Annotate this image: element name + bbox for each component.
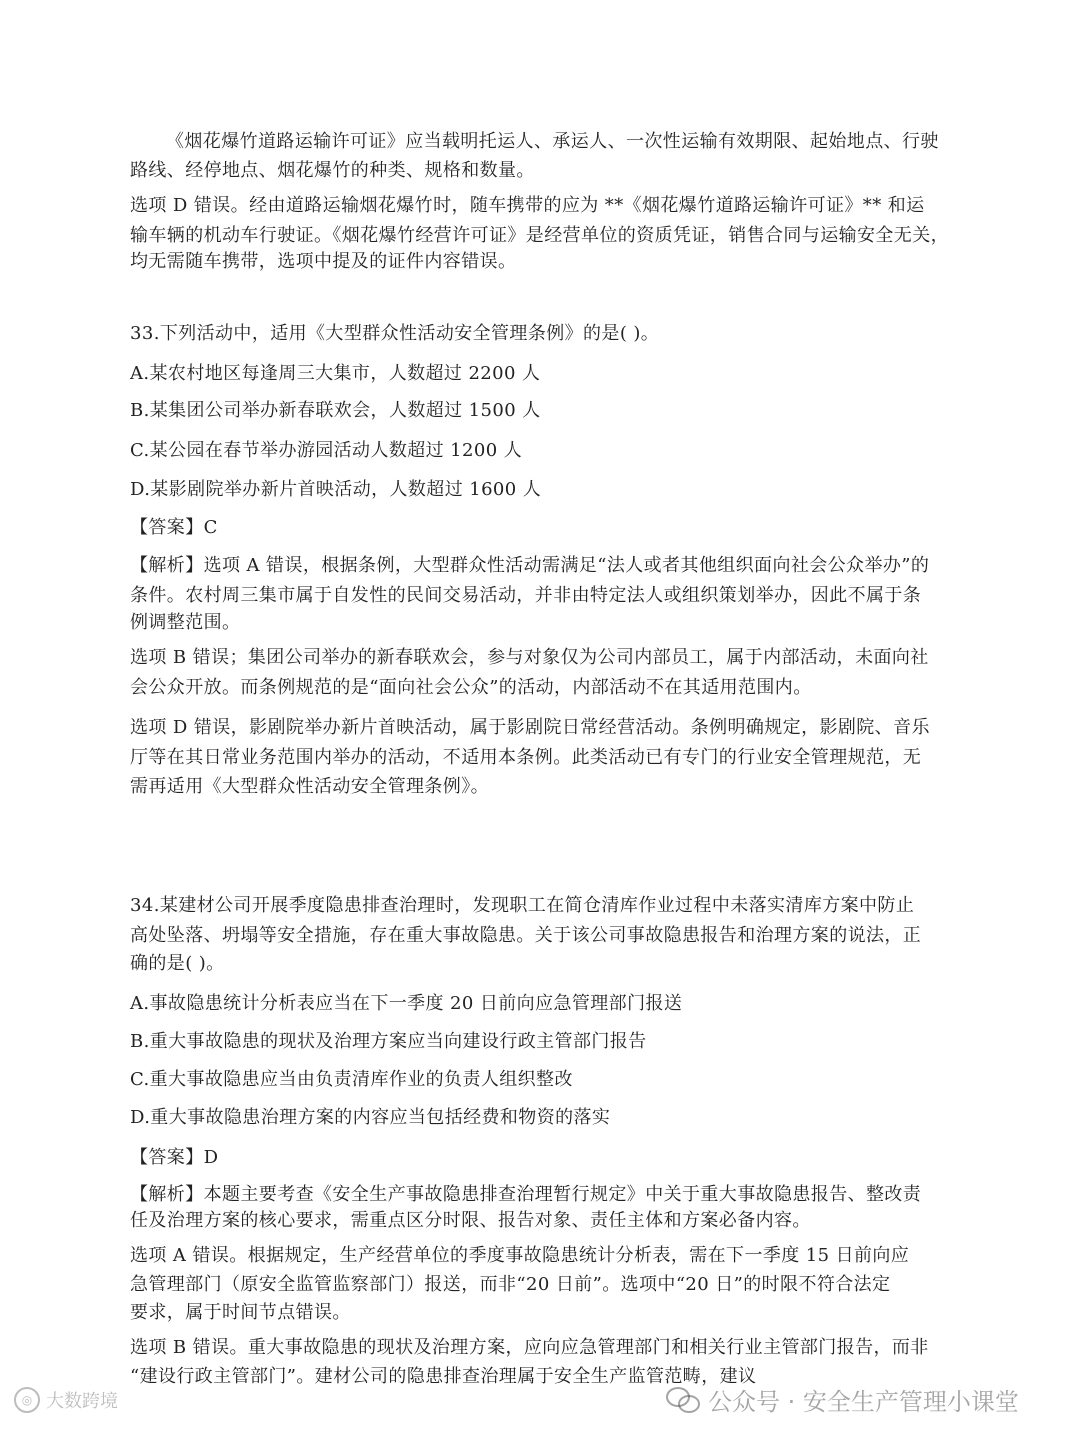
analysis-line: 选项 B 错误；集团公司举办的新春联欢会，参与对象仅为公司内部员工，属于内部活动，未面向社 [130,647,929,668]
question-34-option-d: D.重大事故隐患治理方案的内容应当包括经费和物资的落实 [130,1107,611,1128]
paragraph-line: 路线、经停地点、烟花爆竹的种类、规格和数量。 [130,160,535,181]
analysis-line: 会公众开放。而条例规范的是“面向社会公众”的活动，内部活动不在其适用范围内。 [130,677,812,698]
analysis-line: 选项 A 错误。根据规定，生产经营单位的季度事故隐患统计分析表，需在下一季度 15 日前向应 [130,1245,910,1266]
question-33-option-d: D.某影剧院举办新片首映活动，人数超过 1600 人 [130,479,542,500]
watermark-left [14,1387,118,1413]
question-34-stem: 确的是( )。 [130,953,225,974]
watermark-right-text: 公众号 · 安全生产管理小课堂 [708,1388,1019,1416]
question-34-option-a: A.事故隐患统计分析表应当在下一季度 20 日前向应急管理部门报送 [130,993,683,1014]
paragraph-line: 《烟花爆竹道路运输许可证》应当载明托运人、承运人、一次性运输有效期限、起始地点、行驶 [166,131,939,152]
paragraph-line: 均无需随车携带，选项中提及的证件内容错误。 [130,251,517,272]
paragraph-line: 选项 D 错误。经由道路运输烟花爆竹时，随车携带的应为 **《烟花爆竹道路运输许可证》** 和运 [130,195,925,216]
question-34-stem: 高处坠落、坍塌等安全措施，存在重大事故隐患。关于该公司事故隐患报告和治理方案的说法，正 [130,925,922,946]
analysis-line: 条件。农村周三集市属于自发性的民间交易活动，并非由特定法人或组织策划举办，因此不属于条 [130,585,922,606]
question-33-option-a: A.某农村地区每逢周三大集市，人数超过 2200 人 [130,363,541,384]
question-33-option-b: B.某集团公司举办新春联欢会，人数超过 1500 人 [130,400,541,421]
question-34-option-c: C.重大事故隐患应当由负责清库作业的负责人组织整改 [130,1069,573,1090]
analysis-line: 需再适用《大型群众性活动安全管理条例》。 [130,776,489,797]
analysis-line: 任及治理方案的核心要求，需重点区分时限、报告对象、责任主体和方案必备内容。 [130,1210,811,1231]
analysis-line: 例调整范围。 [130,612,241,633]
question-34-stem: 34.某建材公司开展季度隐患排查治理时，发现职工在简仓清库作业过程中未落实清库方案中防止 [130,895,915,916]
wechat-icon [666,1387,700,1413]
analysis-line: 【解析】选项 A 错误，根据条例，大型群众性活动需满足“法人或者其他组织面向社会公众举办”的 [130,555,930,576]
question-34-answer: 【答案】D [130,1147,219,1168]
analysis-line: 厅等在其日常业务范围内举办的活动，不适用本条例。此类活动已有专门的行业安全管理规范，无 [130,747,922,768]
analysis-line: “建设行政主管部门”。建材公司的隐患排查治理属于安全生产监管范畴，建议 [130,1366,757,1387]
brand-logo-icon: ◎ [14,1387,40,1413]
question-34-option-b: B.重大事故隐患的现状及治理方案应当向建设行政主管部门报告 [130,1031,647,1052]
analysis-line: 急管理部门（原安全监管监察部门）报送，而非“20 日前”。选项中“20 日”的时限不符合法定 [130,1274,891,1295]
question-33-option-c: C.某公园在春节举办游园活动人数超过 1200 人 [130,440,523,461]
paragraph-line: 输车辆的机动车行驶证。《烟花爆竹经营许可证》是经营单位的资质凭证，销售合同与运输安全无关， [130,225,949,246]
question-33-stem: 33.下列活动中，适用《大型群众性活动安全管理条例》的是( )。 [130,323,660,344]
analysis-line: 要求，属于时间节点错误。 [130,1302,351,1323]
analysis-line: 【解析】本题主要考查《安全生产事故隐患排查治理暂行规定》中关于重大事故隐患报告、整改责 [130,1184,922,1205]
question-33-answer: 【答案】C [130,517,218,538]
analysis-line: 选项 B 错误。重大事故隐患的现状及治理方案，应向应急管理部门和相关行业主管部门报告，而非 [130,1337,929,1358]
analysis-line: 选项 D 错误，影剧院举办新片首映活动，属于影剧院日常经营活动。条例明确规定，影剧院、音乐 [130,717,930,738]
watermark-right [666,1382,1019,1417]
watermark-left-text: 大数跨境 [46,1391,118,1412]
